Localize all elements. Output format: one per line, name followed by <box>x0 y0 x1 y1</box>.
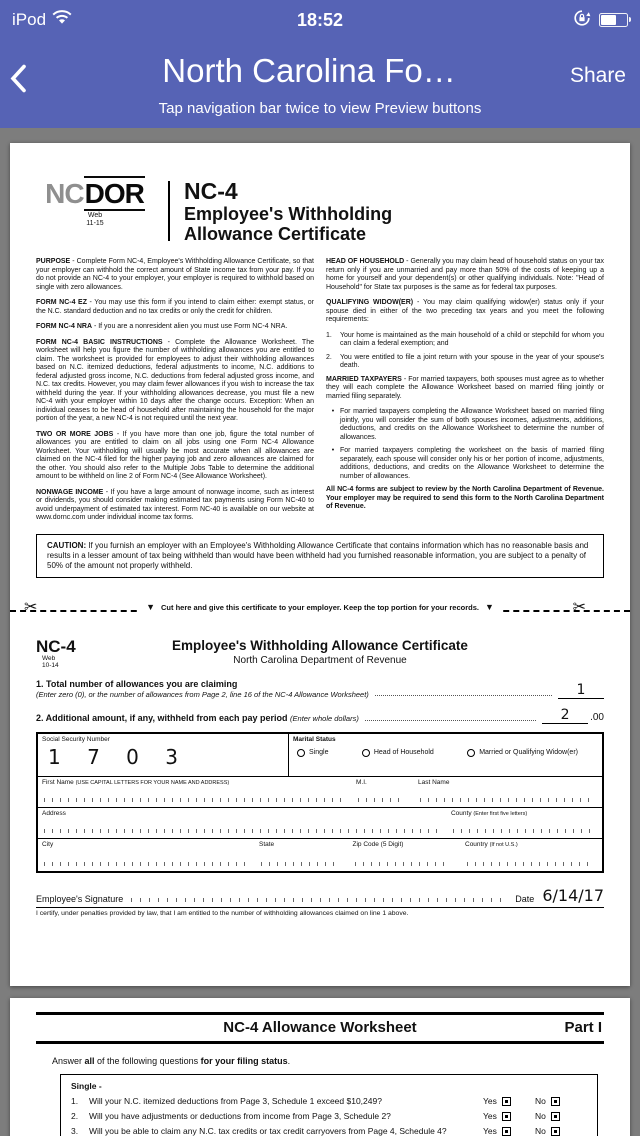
document-title: North Carolina Fo… <box>162 52 456 89</box>
certificate-title: Employee's Withholding Allowance Certificate <box>172 637 468 653</box>
bullet-item: • For married taxpayers completing the Allowance Worksheet based on married filing jointly, you will consider the sum of both spouses incomes, adjustments, additions, deductions, and credits on the Allowance Worksheet to determine the number of allowances. <box>331 408 604 441</box>
first-name-field: First Name (USE CAPITAL LETTERS FOR YOUR NAME AND ADDRESS) <box>38 777 352 807</box>
signature-label: Employee's Signature <box>36 893 124 904</box>
yes-choice: Yes <box>483 1111 535 1122</box>
ncdor-logo: NCDOR Web 11-15 <box>45 178 144 227</box>
worksheet-title: NC-4 Allowance Worksheet <box>223 1019 417 1036</box>
orientation-lock-icon <box>573 9 591 32</box>
cut-here-label: ▼ Cut here and give this certificate to your employer. Keep the top portion for your records. ▼ <box>140 603 500 612</box>
list-item: 2. You were entitled to file a joint return with your spouse in the year of your spouse's death. <box>326 353 604 369</box>
marital-status-field: Marital Status Single Head of Household Married or Qualifying Widow(er) <box>288 734 602 776</box>
marital-option-head-of-household: Head of Household <box>362 749 434 757</box>
instructions-left-column <box>36 258 314 530</box>
country-field: Country (If not U.S.) <box>461 839 602 871</box>
divider <box>168 181 170 241</box>
purpose-paragraph: PURPOSE - Complete Form NC-4, Employee's Withholding Allowance Certificate, so that your employer can withhold the correct amount of State income tax from your pay. If you do not provide an NC-4 to your employer, your employer is required to withhold based on single with zero allowances. <box>36 258 314 291</box>
form-title-line2: Allowance Certificate <box>184 224 367 244</box>
address-field: Address <box>38 808 447 838</box>
worksheet-question-2: 2. Will you have adjustments or deductions from income from Page 3, Schedule 2? Yes No <box>71 1111 587 1122</box>
ssn-field: Social Security Number 1 7 0 3 <box>38 734 288 776</box>
head-of-household-paragraph: HEAD OF HOUSEHOLD - Generally you may claim head of household status on your tax return only if you are unmarried and pay more than 50% of the costs of keeping up a home for yourself and your dependent(s) or other qualifying individuals. Note: "Head of Household" for State tax purposes is the same as for federal tax purposes. <box>326 258 604 291</box>
bullet-item: • For married taxpayers completing the worksheet on the basis of married filing separately, each spouse will consider only his or her portion of income, adjustments, additions, deductions, and credits on the Allowance Worksheet to determine the number of allowances. <box>331 447 604 480</box>
dotted-leader <box>375 695 552 696</box>
nc4ez-paragraph: FORM NC-4 EZ - You may use this form if you intend to claim either: exempt status, or the N.C. standard deduction and no tax credits or only the credit for children. <box>36 299 314 315</box>
nc4nra-paragraph: FORM NC-4 NRA - If you are a nonresident alien you must use Form NC-4 NRA. <box>36 323 288 330</box>
married-taxpayers-paragraph: MARRIED TAXPAYERS - For married taxpayers, both spouses must agree as to whether they will each complete the Allowance Worksheet based on married filing jointly or married filing separately. <box>326 375 604 400</box>
city-field: City <box>38 839 255 871</box>
yes-choice: Yes <box>483 1126 535 1136</box>
form-title-line1: Employee's Withholding <box>184 204 393 224</box>
state-field: State <box>255 839 349 871</box>
date-value: 6/14/17 <box>542 885 604 905</box>
form-number: NC-4 <box>184 178 238 204</box>
no-choice: No <box>535 1096 587 1107</box>
write-guide <box>358 798 404 802</box>
write-guide <box>44 862 245 866</box>
list-item: 1. Your home is maintained as the main household of a child or stepchild for whom you can claim a federal exemption; and <box>326 331 604 347</box>
instructions-right-column <box>326 258 604 530</box>
no-choice: No <box>535 1126 587 1136</box>
radio-icon <box>362 749 370 757</box>
no-checkbox <box>551 1127 560 1136</box>
chevron-left-icon <box>10 64 26 93</box>
caution-box: CAUTION: If you furnish an employer with an Employee's Withholding Allowance Certificate that contains information which has no reasonable basis and results in a lesser amount of tax being withheld than would have been withheld had you furnished reasonable information, you are subject to a penalty of 50% of the amount not properly withheld. <box>36 534 604 578</box>
preview-hint: Tap navigation bar twice to view Preview buttons <box>158 100 482 117</box>
allowances-line: 1. Total number of allowances you are claiming (Enter zero (0), or the number of allowances from Page 2, line 16 of the NC-4 Allowance Worksheet) 1 <box>36 679 604 699</box>
nonwage-income-paragraph: NONWAGE INCOME - If you have a large amount of nonwage income, such as interest or dividends, you should consider making estimated tax payments using Form NC-40 to avoid underpayment of estimated tax interest. Form NC-40 is available on our website at www.dornc.com under individual income tax forms. <box>36 488 315 521</box>
certificate-form-number: NC-4 <box>36 636 76 656</box>
yes-checkbox <box>502 1127 511 1136</box>
additional-amount-value: 2 <box>542 708 588 724</box>
scissors-icon: ✂ <box>572 598 586 616</box>
basic-instructions-paragraph: FORM NC-4 BASIC INSTRUCTIONS - Complete the Allowance Worksheet. The worksheet will help you figure the number of withholding allowances you are entitled to claim. The worksheet is provided for employees to adjust their withholding allowances based on N.C. itemized deductions, federal adjustments to income, N.C. additions to federal adjusted gross income, N.C. deductions from federal adjusted gross income, and N.C. tax credits. However, you may claim fewer allowances if you wish to increase the tax withheld during the year. If your withholding allowances decrease, you must file a new NC-4 with your employer within 10 days after the change occurs. Exception: When an individual ceases to be head of household after maintaining the household for the major portion of the year, a new NC-4 is not required until the next year. <box>36 338 314 422</box>
date-label: Date <box>515 893 535 904</box>
share-button[interactable]: Share <box>569 64 626 87</box>
certification-statement: I certify, under penalties provided by law, that I am entitled to the number of withholding allowances claimed on line 1 above. <box>36 907 604 917</box>
last-name-field: Last Name <box>414 777 602 807</box>
yes-checkbox <box>502 1097 511 1106</box>
worksheet-part-label: Part I <box>564 1019 602 1036</box>
radio-icon <box>467 749 475 757</box>
certificate-subtitle: North Carolina Department of Revenue <box>233 654 407 666</box>
dotted-leader <box>365 720 536 721</box>
write-guide <box>420 798 592 802</box>
signature-line <box>131 898 507 902</box>
pdf-page-2 <box>10 998 630 1136</box>
yes-choice: Yes <box>483 1096 535 1107</box>
scissors-icon: ✂ <box>24 598 38 616</box>
yes-checkbox <box>502 1112 511 1121</box>
carrier-label: iPod <box>12 10 47 29</box>
write-guide <box>44 829 437 833</box>
marital-option-married-widower: Married or Qualifying Widow(er) <box>467 749 578 757</box>
middle-initial-field: M.I. <box>352 777 414 807</box>
certificate-header: NC-4 Web 10-14 Employee's Withholding Allowance Certificate North Carolina Department of Revenue <box>36 638 604 670</box>
form-header <box>36 179 604 244</box>
qualifying-widower-paragraph: QUALIFYING WIDOW(ER) - You may claim qualifying widow(er) status only if your spouse died in either of the two preceding tax years and you meet the following requirements: <box>326 299 604 323</box>
marital-option-single: Single <box>297 749 328 757</box>
battery-icon <box>599 13 628 27</box>
write-guide <box>467 862 592 866</box>
county-field: County (Enter first five letters) <box>447 808 602 838</box>
pdf-page-1 <box>10 143 630 986</box>
zip-field: Zip Code (5 Digit) <box>349 839 462 871</box>
two-or-more-jobs-paragraph: TWO OR MORE JOBS - If you have more than one job, figure the total number of allowances you are entitled to claim on all jobs using one Form NC-4 Allowance Worksheet. Your withholding will usually be most accurate when all allowances are claimed on the NC-4 filed for the higher paying job and zero allowances are claimed for the other. You should also refer to the Multiple Jobs Table to determine the additional amount to be withheld on line 2 of Form NC-4 (See Allowance Worksheet). <box>36 430 314 480</box>
status-bar <box>0 0 640 40</box>
worksheet-instruction: Answer all of the following questions for your filing status. <box>52 1056 291 1066</box>
write-guide <box>355 862 452 866</box>
back-button[interactable] <box>10 58 40 98</box>
clock: 18:52 <box>296 9 344 30</box>
cut-here-divider <box>10 598 630 624</box>
no-checkbox <box>551 1112 560 1121</box>
worksheet-question-3: 3. Will you be able to claim any N.C. tax credits or tax credit carryovers from Page 4, Schedule 4? Yes No <box>71 1126 587 1136</box>
allowances-value: 1 <box>558 683 604 699</box>
document-scroll-area[interactable] <box>0 128 640 1136</box>
write-guide <box>44 798 342 802</box>
ssn-value: 1 7 0 3 <box>48 745 188 769</box>
write-guide <box>261 862 339 866</box>
worksheet-question-1: 1. Will your N.C. itemized deductions from Page 3, Schedule 1 exceed $10,249? Yes No <box>71 1096 587 1107</box>
personal-info-box <box>36 732 604 873</box>
no-choice: No <box>535 1111 587 1122</box>
worksheet-header <box>36 1012 604 1044</box>
write-guide <box>453 829 592 833</box>
navigation-bar[interactable] <box>0 40 640 128</box>
arrow-down-icon: ▼ <box>484 601 494 612</box>
single-questions-box <box>60 1074 598 1136</box>
review-notice: All NC-4 forms are subject to review by the North Carolina Department of Revenue. Your employer may be required to send this form to the North Carolina Department of Revenue. <box>326 486 604 510</box>
additional-amount-line: 2. Additional amount, if any, withheld from each pay period (Enter whole dollars) 2 .00 <box>36 706 604 723</box>
single-filing-label: Single - <box>71 1081 102 1091</box>
signature-row <box>36 887 604 904</box>
no-checkbox <box>551 1097 560 1106</box>
arrow-down-icon: ▼ <box>146 601 156 612</box>
radio-icon <box>297 749 305 757</box>
